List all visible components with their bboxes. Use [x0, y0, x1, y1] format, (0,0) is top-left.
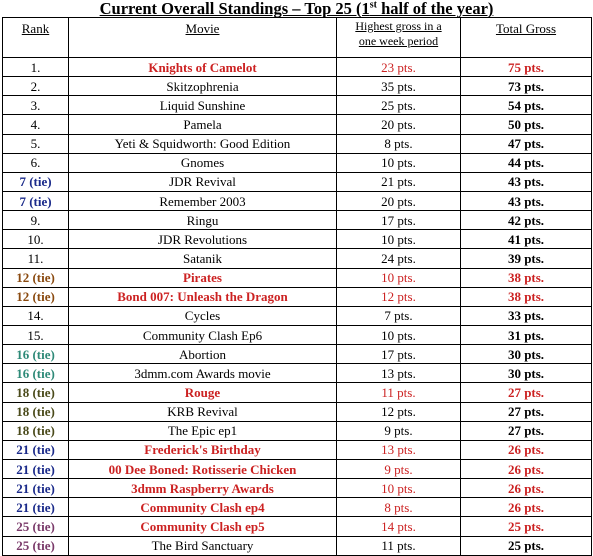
highest-week-cell: 9 pts.	[337, 459, 461, 478]
movie-cell: The Epic ep1	[69, 421, 337, 440]
page-title: Current Overall Standings – Top 25 (1st half of the year)	[99, 0, 494, 18]
highest-week-cell: 12 pts.	[337, 402, 461, 421]
movie-cell: JDR Revival	[69, 172, 337, 191]
movie-header: Movie	[69, 18, 337, 58]
movie-cell: Remember 2003	[69, 191, 337, 210]
table-row	[3, 134, 592, 153]
table-row	[3, 249, 592, 268]
movie-cell: Pamela	[69, 115, 337, 134]
rank-cell: 18 (tie)	[3, 383, 69, 402]
highest-week-cell: 11 pts.	[337, 383, 461, 402]
total-gross-cell: 26 pts.	[461, 440, 592, 459]
table-row	[3, 306, 592, 325]
highest-week-cell: 8 pts.	[337, 134, 461, 153]
highest-week-cell: 21 pts.	[337, 172, 461, 191]
table-row	[3, 345, 592, 364]
rank-cell: 16 (tie)	[3, 345, 69, 364]
rank-cell: 9.	[3, 211, 69, 230]
movie-cell: Abortion	[69, 345, 337, 364]
total-gross-cell: 38 pts.	[461, 287, 592, 306]
table-row	[3, 77, 592, 96]
movie-cell: Liquid Sunshine	[69, 96, 337, 115]
highest-week-cell: 7 pts.	[337, 306, 461, 325]
table-row	[3, 440, 592, 459]
rank-cell: 18 (tie)	[3, 421, 69, 440]
movie-cell: Satanik	[69, 249, 337, 268]
highest-week-cell: 10 pts.	[337, 479, 461, 498]
rank-cell: 25 (tie)	[3, 517, 69, 536]
movie-cell: Pirates	[69, 268, 337, 287]
table-row	[3, 96, 592, 115]
rank-cell: 21 (tie)	[3, 440, 69, 459]
movie-cell: Community Clash Ep6	[69, 325, 337, 344]
total-gross-cell: 41 pts.	[461, 230, 592, 249]
rank-cell: 16 (tie)	[3, 364, 69, 383]
total-gross-cell: 50 pts.	[461, 115, 592, 134]
rank-cell: 14.	[3, 306, 69, 325]
table-row	[3, 383, 592, 402]
rank-cell: 1.	[3, 58, 69, 77]
rank-cell: 10.	[3, 230, 69, 249]
rank-cell: 18 (tie)	[3, 402, 69, 421]
table-row	[3, 517, 592, 536]
total-gross-cell: 31 pts.	[461, 325, 592, 344]
rank-cell: 21 (tie)	[3, 479, 69, 498]
table-row	[3, 364, 592, 383]
table-row	[3, 211, 592, 230]
header-row	[3, 18, 592, 58]
movie-cell: Community Clash ep5	[69, 517, 337, 536]
total-gross-cell: 42 pts.	[461, 211, 592, 230]
highest-week-cell: 11 pts.	[337, 536, 461, 555]
total-gross-cell: 54 pts.	[461, 96, 592, 115]
total-gross-header: Total Gross	[461, 18, 592, 58]
rank-cell: 7 (tie)	[3, 172, 69, 191]
highest-week-cell: 13 pts.	[337, 440, 461, 459]
table-row	[3, 402, 592, 421]
highest-week-cell: 9 pts.	[337, 421, 461, 440]
rank-cell: 21 (tie)	[3, 498, 69, 517]
table-row	[3, 172, 592, 191]
total-gross-cell: 27 pts.	[461, 421, 592, 440]
total-gross-cell: 43 pts.	[461, 172, 592, 191]
movie-cell: The Bird Sanctuary	[69, 536, 337, 555]
table-row	[3, 191, 592, 210]
total-gross-cell: 26 pts.	[461, 498, 592, 517]
highest-week-cell: 10 pts.	[337, 268, 461, 287]
table-row	[3, 459, 592, 478]
total-gross-cell: 30 pts.	[461, 345, 592, 364]
total-gross-cell: 75 pts.	[461, 58, 592, 77]
table-row	[3, 498, 592, 517]
highest-week-cell: 17 pts.	[337, 211, 461, 230]
highest-week-cell: 10 pts.	[337, 230, 461, 249]
highest-week-cell: 20 pts.	[337, 115, 461, 134]
total-gross-cell: 25 pts.	[461, 536, 592, 555]
table-row	[3, 325, 592, 344]
movie-cell: Rouge	[69, 383, 337, 402]
highest-week-cell: 25 pts.	[337, 96, 461, 115]
highest-week-cell: 24 pts.	[337, 249, 461, 268]
movie-cell: JDR Revolutions	[69, 230, 337, 249]
rank-cell: 15.	[3, 325, 69, 344]
rank-cell: 6.	[3, 153, 69, 172]
total-gross-cell: 73 pts.	[461, 77, 592, 96]
total-gross-cell: 38 pts.	[461, 268, 592, 287]
rank-cell: 12 (tie)	[3, 287, 69, 306]
total-gross-cell: 33 pts.	[461, 306, 592, 325]
highest-week-cell: 14 pts.	[337, 517, 461, 536]
rank-cell: 2.	[3, 77, 69, 96]
rank-cell: 4.	[3, 115, 69, 134]
total-gross-cell: 47 pts.	[461, 134, 592, 153]
total-gross-cell: 44 pts.	[461, 153, 592, 172]
rank-cell: 12 (tie)	[3, 268, 69, 287]
rank-header: Rank	[3, 18, 69, 58]
total-gross-cell: 27 pts.	[461, 383, 592, 402]
movie-cell: Bond 007: Unleash the Dragon	[69, 287, 337, 306]
total-gross-cell: 26 pts.	[461, 459, 592, 478]
rank-cell: 25 (tie)	[3, 536, 69, 555]
movie-cell: Community Clash ep4	[69, 498, 337, 517]
movie-cell: 3dmm.com Awards movie	[69, 364, 337, 383]
rank-cell: 3.	[3, 96, 69, 115]
movie-cell: Frederick's Birthday	[69, 440, 337, 459]
highest-week-cell: 10 pts.	[337, 325, 461, 344]
table-row	[3, 287, 592, 306]
total-gross-cell: 25 pts.	[461, 517, 592, 536]
total-gross-cell: 30 pts.	[461, 364, 592, 383]
table-row	[3, 230, 592, 249]
table-row	[3, 115, 592, 134]
total-gross-cell: 43 pts.	[461, 191, 592, 210]
table-row	[3, 58, 592, 77]
movie-cell: 3dmm Raspberry Awards	[69, 479, 337, 498]
rank-cell: 11.	[3, 249, 69, 268]
table-row	[3, 268, 592, 287]
movie-cell: Ringu	[69, 211, 337, 230]
movie-cell: Skitzophrenia	[69, 77, 337, 96]
movie-cell: Cycles	[69, 306, 337, 325]
highest-week-cell: 35 pts.	[337, 77, 461, 96]
movie-cell: 00 Dee Boned: Rotisserie Chicken	[69, 459, 337, 478]
rank-cell: 5.	[3, 134, 69, 153]
movie-cell: Yeti & Squidworth: Good Edition	[69, 134, 337, 153]
highest-week-cell: 23 pts.	[337, 58, 461, 77]
rank-cell: 21 (tie)	[3, 459, 69, 478]
highest-week-header: Highest gross in a one week period	[337, 18, 461, 58]
table-row	[3, 479, 592, 498]
total-gross-cell: 27 pts.	[461, 402, 592, 421]
highest-week-cell: 12 pts.	[337, 287, 461, 306]
table-row	[3, 421, 592, 440]
standings-table	[2, 17, 592, 556]
table-row	[3, 153, 592, 172]
movie-cell: KRB Revival	[69, 402, 337, 421]
rank-cell: 7 (tie)	[3, 191, 69, 210]
highest-week-cell: 17 pts.	[337, 345, 461, 364]
total-gross-cell: 39 pts.	[461, 249, 592, 268]
highest-week-cell: 13 pts.	[337, 364, 461, 383]
movie-cell: Gnomes	[69, 153, 337, 172]
highest-week-cell: 10 pts.	[337, 153, 461, 172]
movie-cell: Knights of Camelot	[69, 58, 337, 77]
highest-week-cell: 20 pts.	[337, 191, 461, 210]
highest-week-cell: 8 pts.	[337, 498, 461, 517]
table-row	[3, 536, 592, 555]
total-gross-cell: 26 pts.	[461, 479, 592, 498]
